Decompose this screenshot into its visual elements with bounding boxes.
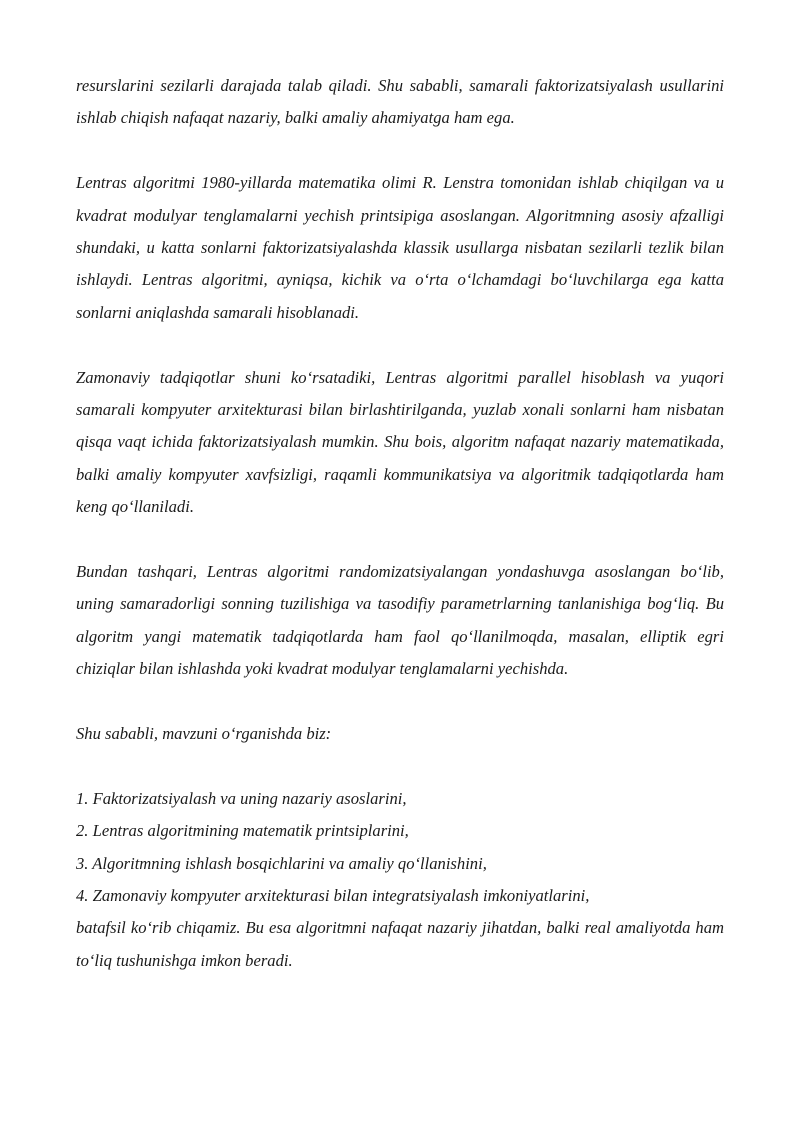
study-topics-list bbox=[76, 783, 724, 913]
document-page bbox=[76, 70, 724, 977]
paragraph-lentras-history: Lentras algoritmi 1980-yillarda matematika olimi R. Lenstra tomonidan ishlab chiqilgan va u kvadrat modulyar tenglamalarni yechish printsipiga asoslangan. Algoritmning asosiy afzalligi shundaki, u katta sonlarni faktorizatsiyalashda klassik usullarga nisbatan sezilarli tezlik bilan ishlaydi. Lentras algoritmi, ayniqsa, kichik va o‘rta o‘lchamdagi bo‘luvchilarga ega katta sonlarni aniqlashda samarali hisoblanadi. bbox=[76, 173, 724, 322]
list-item: 1. Faktorizatsiyalash va uning nazariy asoslarini, bbox=[76, 788, 407, 808]
paragraph-modern-research: Zamonaviy tadqiqotlar shuni ko‘rsatadiki, Lentras algoritmi parallel hisoblash va yuqori samarali kompyuter arxitekturasi bilan birlashtirilganda, yuzlab xonali sonlarni ham nisbatan qisqa vaqt ichida faktorizatsiyalash mumkin. Shu bois, algoritm nafaqat nazariy matematikada, balki amaliy kompyuter xavfsizligi, raqamli kommunikatsiya va algoritmik tadqiqotlarda ham keng qo‘llaniladi. bbox=[76, 367, 724, 517]
list-item: 3. Algoritmning ishlash bosqichlarini va amaliy qo‘llanishini, bbox=[76, 853, 487, 873]
paragraph-randomized-approach: Bundan tashqari, Lentras algoritmi randomizatsiyalangan yondashuvga asoslangan bo‘lib, uning samaradorligi sonning tuzilishiga va tasodifiy parametrlarning tanlanishiga bog‘liq. Bu algoritm yangi matematik tadqiqotlarda ham faol qo‘llanilmoqda, masalan, elliptik egri chiziqlar bilan ishlashda yoki kvadrat modulyar tenglamalarni yechishda. bbox=[76, 562, 724, 679]
list-item: 2. Lentras algoritmining matematik printsiplarini, bbox=[76, 821, 409, 841]
list-item: 4. Zamonaviy kompyuter arxitekturasi bilan integratsiyalash imkoniyatlarini, bbox=[76, 886, 590, 906]
list-intro: Shu sababli, mavzuni o‘rganishda biz: bbox=[76, 724, 332, 744]
paragraph-intro-continuation: resurslarini sezilarli darajada talab qiladi. Shu sababli, samarali faktorizatsiyalash usullarini ishlab chiqish nafaqat nazariy, balki amaliy ahamiyatga ham ega. bbox=[76, 76, 724, 128]
closing-paragraph: batafsil ko‘rib chiqamiz. Bu esa algoritmni nafaqat nazariy jihatdan, balki real amaliyotda ham to‘liq tushunishga imkon beradi. bbox=[76, 918, 724, 970]
